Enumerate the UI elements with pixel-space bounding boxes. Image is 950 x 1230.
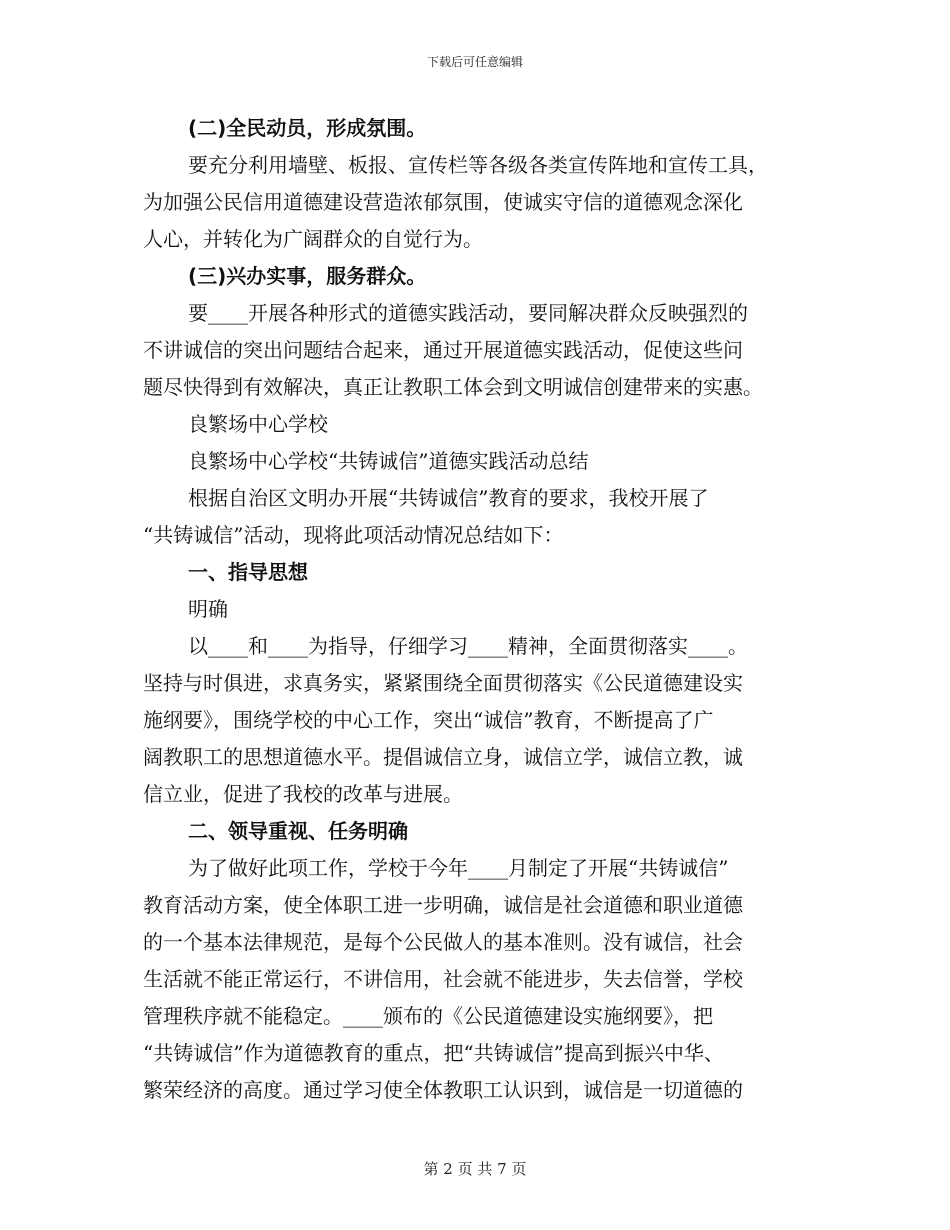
- paragraph-line: 教育活动方案，使全体职工进一步明确，诚信是社会道德和职业道德: [143, 893, 743, 917]
- paragraph-line: 繁荣经济的高度。通过学习使全体教职工认识到，诚信是一切道德的: [143, 1078, 743, 1102]
- paragraph-line: 良繁场中心学校“共铸诚信”道德实践活动总结: [188, 449, 589, 473]
- document-body: [143, 110, 803, 1109]
- paragraph-line: 坚持与时俱进，求真务实，紧紧围绕全面贯彻落实《公民道德建设实: [143, 671, 743, 695]
- paragraph-line: 人心，并转化为广阔群众的自觉行为。: [143, 227, 483, 251]
- paragraph-line: 不讲诚信的突出问题结合起来，通过开展道德实践活动，促使这些问: [143, 338, 743, 362]
- paragraph-line: 良繁场中心学校: [188, 412, 328, 436]
- paragraph-line: 根据自治区文明办开展“共铸诚信”教育的要求，我校开展了: [188, 486, 709, 510]
- section-heading: (二)全民动员，形成氛围。: [188, 116, 427, 140]
- paragraph-line: 施纲要》，围绕学校的中心工作，突出“诚信”教育，不断提高了广: [143, 708, 714, 732]
- page-footer: 第 2 页 共 7 页: [423, 1160, 527, 1178]
- page-header: 下载后可任意编辑: [426, 55, 523, 69]
- section-heading: 二、领导重视、任务明确: [188, 819, 408, 843]
- paragraph-line: 题尽快得到有效解决，真正让教职工体会到文明诚信创建带来的实惠。: [143, 375, 763, 399]
- paragraph-line: “共铸诚信”活动，现将此项活动情况总结如下：: [143, 523, 564, 547]
- section-heading: (三)兴办实事，服务群众。: [188, 264, 427, 288]
- paragraph-line: 信立业，促进了我校的改革与进展。: [143, 782, 463, 806]
- paragraph-line: 生活就不能正常运行，不讲信用，社会就不能进步，失去信誉，学校: [143, 967, 743, 991]
- paragraph-line: 管理秩序就不能稳定。____颁布的《公民道德建设实施纲要》，把: [143, 1004, 713, 1028]
- paragraph-line: 要____开展各种形式的道德实践活动，要同解决群众反映强烈的: [188, 301, 748, 325]
- paragraph-line: 的一个基本法律规范，是每个公民做人的基本准则。没有诚信，社会: [143, 930, 743, 954]
- paragraph-line: 明确: [188, 597, 228, 621]
- paragraph-line: 为加强公民信用道德建设营造浓郁氛围，使诚实守信的道德观念深化: [143, 190, 743, 214]
- paragraph-line: 为了做好此项工作，学校于今年____月制定了开展“共铸诚信”: [188, 856, 729, 880]
- paragraph-line: “共铸诚信”作为道德教育的重点，把“共铸诚信”提高到振兴中华、: [143, 1041, 724, 1065]
- section-heading: 一、指导思想: [188, 560, 308, 584]
- paragraph-line: 以____和____为指导，仔细学习____精神，全面贯彻落实____。: [188, 634, 748, 658]
- paragraph-line: 要充分利用墙壁、板报、宣传栏等各级各类宣传阵地和宣传工具，: [188, 153, 768, 177]
- paragraph-line: 阔教职工的思想道德水平。提倡诚信立身，诚信立学，诚信立教，诚: [143, 745, 743, 769]
